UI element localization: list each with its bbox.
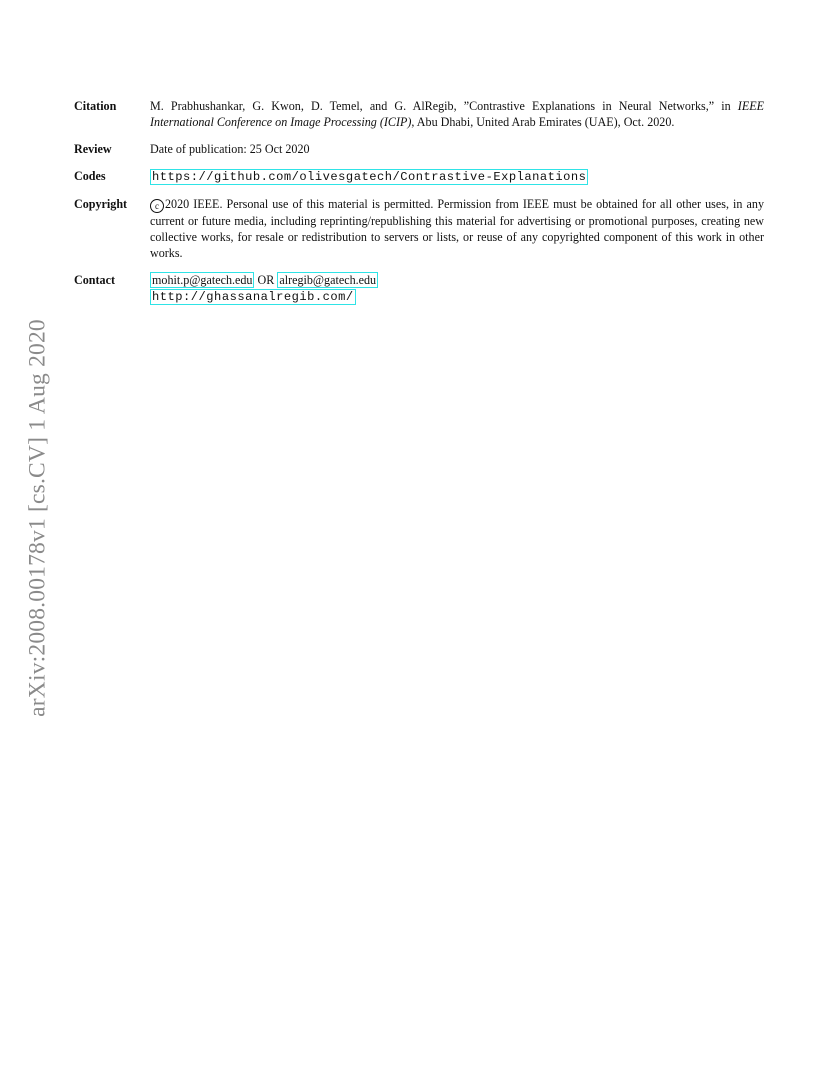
website-link[interactable]: http://ghassanalregib.com/: [152, 290, 354, 304]
review-label: Review: [74, 142, 112, 156]
email-link-1[interactable]: mohit.p@gatech.edu: [152, 273, 253, 287]
citation-label: Citation: [74, 99, 117, 113]
codes-label: Codes: [74, 169, 106, 183]
copyright-icon: c: [150, 199, 164, 213]
arxiv-stamp-container: [18, 280, 58, 755]
copyright-row: [74, 196, 764, 261]
contact-separator: OR: [254, 273, 278, 287]
citation-rest: , Abu Dhabi, United Arab Emirates (UAE), Oct. 2020.: [411, 115, 675, 129]
email-link-2[interactable]: alregib@gatech.edu: [279, 273, 377, 287]
contact-label: Contact: [74, 273, 115, 287]
citation-row: [74, 98, 764, 130]
copyright-text: [150, 196, 764, 261]
citation-authors: M. Prabhushankar, G. Kwon, D. Temel, and G. AlRegib, ”Contrastive Explanations in Neural Networks,” in: [150, 99, 738, 113]
contact-emails: [150, 272, 764, 288]
contact-value: [150, 272, 764, 305]
codes-row: [74, 168, 764, 185]
codes-link[interactable]: https://github.com/olivesgatech/Contrastive-Explanations: [152, 170, 587, 184]
citation-venue: IEEE International Conference on Image Processing (ICIP): [150, 99, 764, 129]
contact-row: [74, 272, 764, 305]
review-text: Date of publication: 25 Oct 2020: [150, 142, 310, 156]
codes-value: [150, 168, 764, 185]
cover-metadata: [74, 98, 764, 316]
arxiv-stamp: arXiv:2008.00178v1 [cs.CV] 1 Aug 2020: [24, 318, 51, 717]
citation-text: [150, 98, 764, 130]
copyright-body: 2020 IEEE. Personal use of this material is permitted. Permission from IEEE must be obtained for all other uses, in any current or future media, including reprinting/republishing this material for advertising or promotional purposes, creating new collective works, for resale or redistribution to servers or lists, or reuse of any copyrighted component of this work in other works.: [150, 197, 764, 260]
contact-website-line: [150, 288, 764, 305]
copyright-label: Copyright: [74, 197, 128, 211]
review-row: [74, 141, 764, 157]
